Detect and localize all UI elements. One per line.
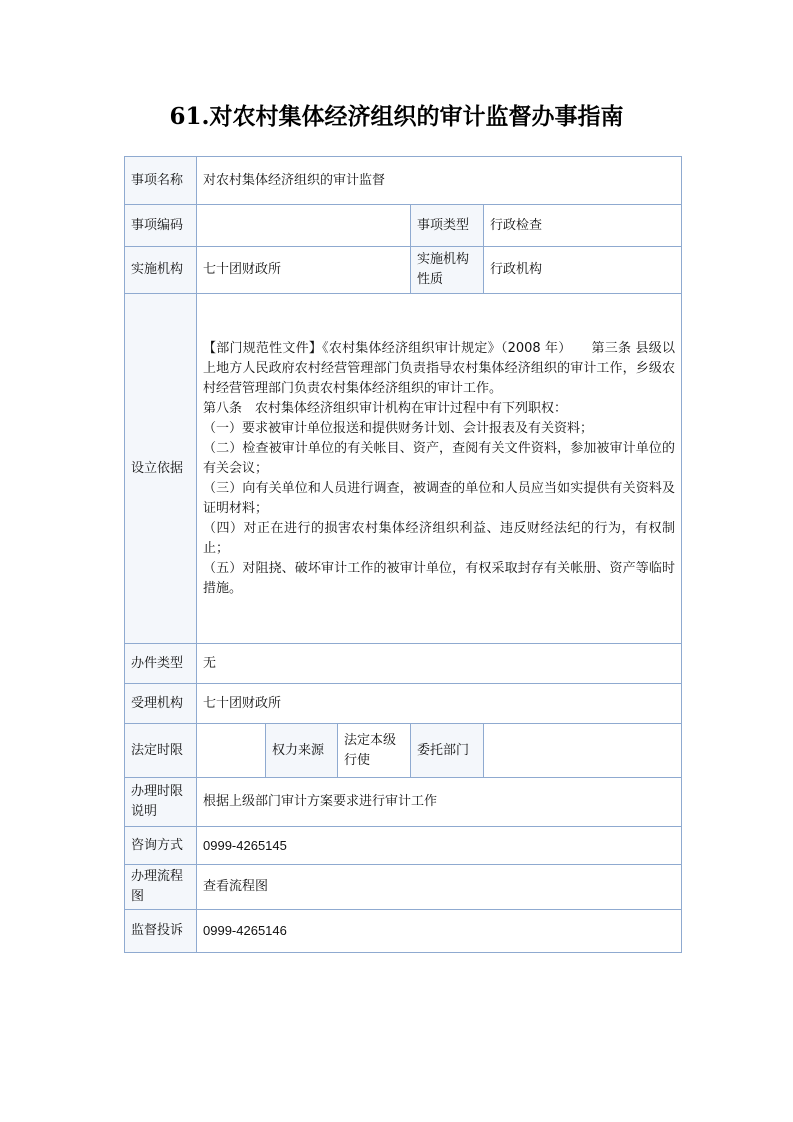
table-row	[125, 247, 682, 294]
legal-limit-label: 法定时限	[125, 724, 197, 778]
table-row	[125, 294, 682, 644]
case-type-label: 办件类型	[125, 644, 197, 684]
agency-nature-value: 行政机构	[484, 247, 682, 294]
entrusted-dept-value	[484, 724, 682, 778]
time-note-value: 根据上级部门审计方案要求进行审计工作	[197, 778, 682, 827]
table-row	[125, 684, 682, 724]
page-title: 61.对农村集体经济组织的审计监督办事指南	[169, 103, 624, 130]
service-guide-table	[124, 156, 682, 953]
table-row	[125, 827, 682, 865]
agency-label: 实施机构	[125, 247, 197, 294]
entrusted-dept-label: 委托部门	[411, 724, 484, 778]
basis-paragraph: （一）要求被审计单位报送和提供财务计划、会计报表及有关资料；	[203, 420, 594, 436]
item-name-value: 对农村集体经济组织的审计监督	[197, 157, 682, 205]
power-source-value: 法定本级行使	[338, 724, 411, 778]
item-code-value	[197, 205, 411, 247]
accept-agency-label: 受理机构	[125, 684, 197, 724]
basis-paragraph: （三）向有关单位和人员进行调查，被调查的单位和人员应当如实提供有关资料及证明材料；	[203, 480, 676, 516]
table-row	[125, 644, 682, 684]
table-row	[125, 865, 682, 910]
basis-label: 设立依据	[125, 294, 197, 644]
table-row	[125, 910, 682, 953]
time-note-label: 办理时限说明	[125, 778, 197, 827]
table-row	[125, 724, 682, 778]
legal-limit-value	[197, 724, 266, 778]
agency-value: 七十团财政所	[197, 247, 411, 294]
consult-value: 0999-4265145	[197, 827, 682, 865]
case-type-value: 无	[197, 644, 682, 684]
item-type-label: 事项类型	[411, 205, 484, 247]
flowchart-link[interactable]: 查看流程图	[197, 865, 682, 910]
basis-paragraph: 第八条 农村集体经济组织审计机构在审计过程中有下列职权：	[203, 400, 568, 416]
flowchart-label: 办理流程图	[125, 865, 197, 910]
basis-paragraph: （二）检查被审计单位的有关帐目、资产，查阅有关文件资料，参加被审计单位的有关会议；	[203, 440, 676, 476]
accept-agency-value: 七十团财政所	[197, 684, 682, 724]
agency-nature-label: 实施机构性质	[411, 247, 484, 294]
basis-paragraph: （五）对阻挠、破坏审计工作的被审计单位，有权采取封存有关帐册、资产等临时措施。	[203, 560, 676, 596]
item-code-label: 事项编码	[125, 205, 197, 247]
table-row	[125, 778, 682, 827]
table-row	[125, 205, 682, 247]
item-name-label: 事项名称	[125, 157, 197, 205]
complaint-value: 0999-4265146	[197, 910, 682, 953]
power-source-label: 权力来源	[266, 724, 338, 778]
consult-label: 咨询方式	[125, 827, 197, 865]
item-type-value: 行政检查	[484, 205, 682, 247]
complaint-label: 监督投诉	[125, 910, 197, 953]
basis-paragraph: （四）对正在进行的损害农村集体经济组织利益、违反财经法纪的行为，有权制止；	[203, 520, 676, 556]
table-row	[125, 157, 682, 205]
basis-content	[197, 294, 682, 644]
basis-paragraph: 【部门规范性文件】《农村集体经济组织审计规定》（2008 年） 第三条 县级以上地方人民政府农村经营管理部门负责指导农村集体经济组织的审计工作，乡级农村经营管理部门负责农村集体经济组织的审计工作。	[203, 340, 676, 396]
